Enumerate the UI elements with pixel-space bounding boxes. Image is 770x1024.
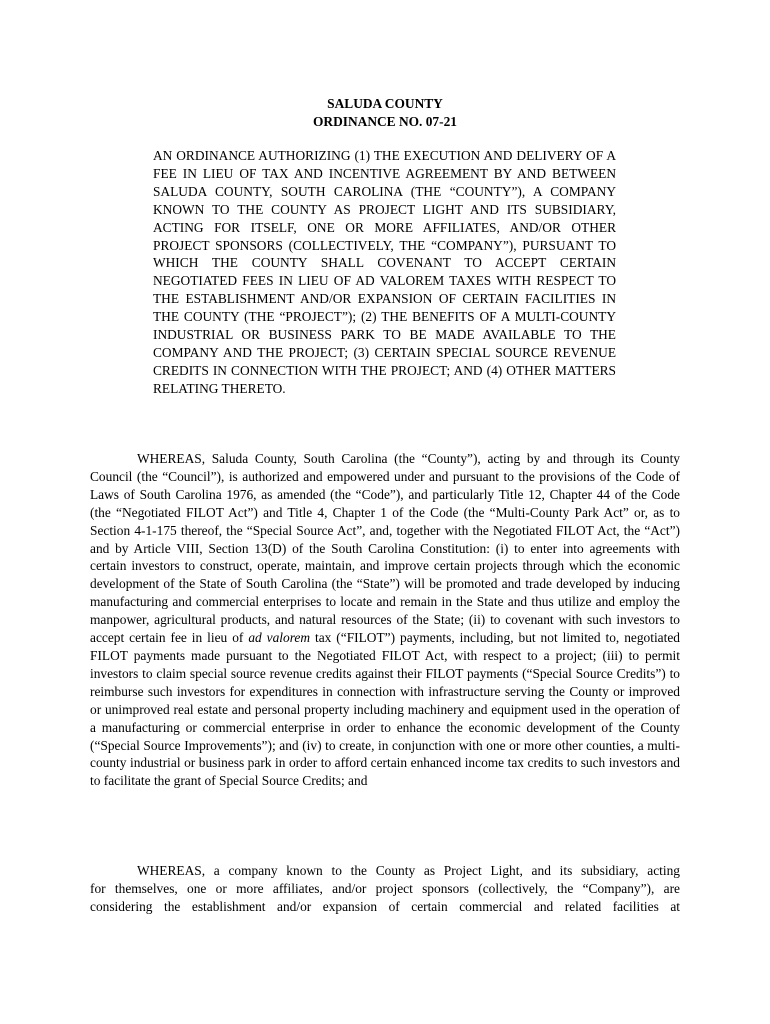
whereas-paragraph-1-text-b: tax (“FILOT”) payments, including, but not limited to, negotiated FILOT payments made pursuant to the Negotiated FILOT Act, with respect to a project; (iii) to permit investors to claim special source revenue credits against their FILOT payments (“Special Source Credits”) to reimburse such investors for expenditures in connection with infrastructure serving the County or improved or unimproved real estate and personal property including machinery and equipment used in the operation of a manufacturing or commercial enterprise in order to enhance the economic development of the County (“Special Source Improvements”); and (iv) to create, in conjunction with one or more other counties, a multi-county industrial or business park in order to afford certain enhanced income tax credits to such investors and to facilitate the grant of Special Source Credits; and bbox=[90, 630, 680, 789]
ordinance-caption: AN ORDINANCE AUTHORIZING (1) THE EXECUTION AND DELIVERY OF A FEE IN LIEU OF TAX AND INCENTIVE AGREEMENT BY AND BETWEEN SALUDA COUNTY, SOUTH CAROLINA (THE “COUNTY”), A COMPANY KNOWN TO THE COUNTY AS PROJECT LIGHT AND ITS SUBSIDIARY, ACTING FOR ITSELF, ONE OR MORE AFFILIATES, AND/OR OTHER PROJECT SPONSORS (COLLECTIVELY, THE “COMPANY”), PURSUANT TO WHICH THE COUNTY SHALL COVENANT TO ACCEPT CERTAIN NEGOTIATED FEES IN LIEU OF AD VALOREM TAXES WITH RESPECT TO THE ESTABLISHMENT AND/OR EXPANSION OF CERTAIN FACILITIES IN THE COUNTY (THE “PROJECT”); (2) THE BENEFITS OF A MULTI-COUNTY INDUSTRIAL OR BUSINESS PARK TO BE MADE AVAILABLE TO THE COMPANY AND THE PROJECT; (3) CERTAIN SPECIAL SOURCE REVENUE CREDITS IN CONNECTION WITH THE PROJECT; AND (4) OTHER MATTERS RELATING THERETO. bbox=[153, 148, 616, 396]
ordinance-number: ORDINANCE NO. 07-21 bbox=[313, 114, 457, 129]
whereas-paragraph-1-text-a: WHEREAS, Saluda County, South Carolina (the “County”), acting by and through its County Council (the “Council”), is authorized and empowered under and pursuant to the provisions of the Code of Laws of South Carolina 1976, as amended (the “Code”), and particularly Title 12, Chapter 44 of the Code (the “Negotiated FILOT Act”) and Title 4, Chapter 1 of the Code (the “Multi-County Park Act” or, as to Section 4-1-175 thereof, the “Special Source Act”, and, together with the Negotiated FILOT Act, the “Act”) and by Article VIII, Section 13(D) of the South Carolina Constitution: (i) to enter into agreements with certain investors to construct, operate, maintain, and improve certain projects through which the economic development of the State of South Carolina (the “State”) will be promoted and trade developed by inducing manufacturing and commercial enterprises to locate and remain in the State and thus utilize and employ the manpower, agricultural products, and natural resources of the State; (ii) to covenant with such investors to accept certain fee in lieu of bbox=[90, 451, 680, 646]
whereas-paragraph-2-line-2: for themselves, one or more affiliates, and/or project sponsors (collectively, the “Company”), are bbox=[90, 880, 680, 896]
whereas-paragraph-2-line-1: WHEREAS, a company known to the County as Project Light, and its subsidiary, acting bbox=[137, 863, 680, 878]
county-title: SALUDA COUNTY bbox=[327, 96, 443, 111]
whereas-paragraph-1 bbox=[90, 450, 680, 790]
whereas-paragraph-2 bbox=[90, 862, 680, 916]
whereas-paragraph-1-italic: ad valorem bbox=[248, 630, 311, 646]
whereas-paragraph-2-line-3: considering the establishment and/or expansion of certain commercial and related facilities at bbox=[90, 898, 680, 914]
